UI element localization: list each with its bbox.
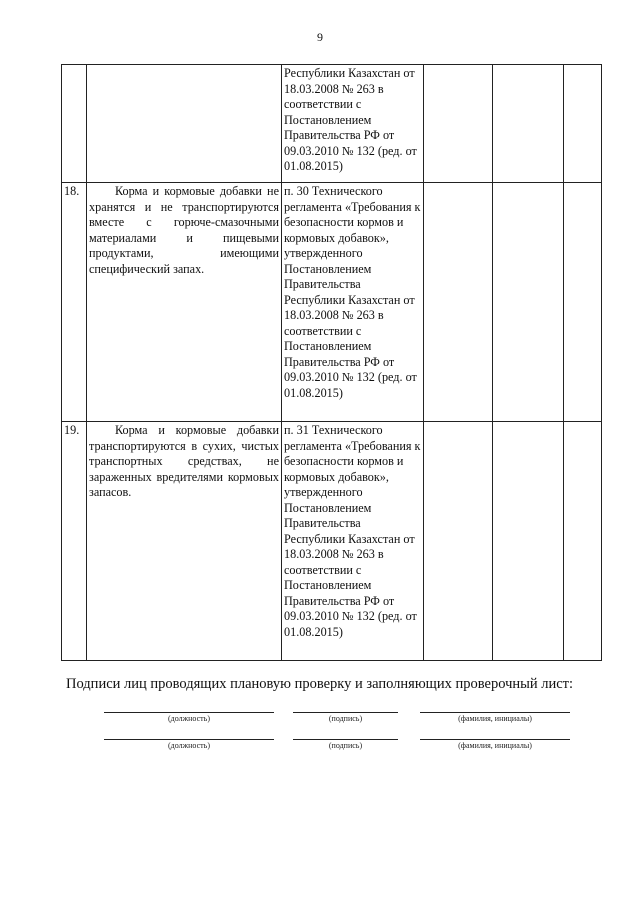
requirement-text: Корма и кормовые добавки не хранятся и не транспортируются вместе с горюче-смазочными материалами и пищевыми продуктами, имеющими специфический запах.	[89, 184, 279, 276]
signature-line[interactable]	[293, 712, 398, 713]
position-caption: (должность)	[168, 741, 210, 750]
row-number	[62, 65, 87, 183]
checklist-table	[61, 64, 602, 661]
name-line[interactable]	[420, 739, 570, 740]
answer-cell-yes[interactable]	[424, 65, 493, 183]
answer-cell-na[interactable]	[564, 65, 602, 183]
legal-basis-cell: Республики Казахстан от 18.03.2008 № 263 в соответствии с Постановлением Правительства РФ от 09.03.2010 № 132 (ред. от 01.08.2015)	[282, 65, 424, 183]
answer-cell-no[interactable]	[493, 65, 564, 183]
requirement-text: Корма и кормовые добавки транспортируются в сухих, чистых транспортных средствах, не зараженных вредителями кормовых запасов.	[89, 423, 279, 499]
answer-cell-no[interactable]	[493, 183, 564, 422]
requirement-cell	[87, 422, 282, 661]
answer-cell-na[interactable]	[564, 183, 602, 422]
position-line[interactable]	[104, 739, 274, 740]
name-caption: (фамилия, инициалы)	[458, 714, 532, 723]
requirement-cell	[87, 65, 282, 183]
answer-cell-yes[interactable]	[424, 183, 493, 422]
row-number: 18.	[62, 183, 87, 422]
signature-line[interactable]	[293, 739, 398, 740]
table-row	[62, 422, 602, 661]
answer-cell-yes[interactable]	[424, 422, 493, 661]
name-line[interactable]	[420, 712, 570, 713]
answer-cell-no[interactable]	[493, 422, 564, 661]
signature-caption: (подпись)	[328, 741, 363, 750]
position-line[interactable]	[104, 712, 274, 713]
position-caption: (должность)	[168, 714, 210, 723]
page-number: 9	[317, 30, 323, 44]
row-number: 19.	[62, 422, 87, 661]
signature-caption: (подпись)	[328, 714, 363, 723]
answer-cell-na[interactable]	[564, 422, 602, 661]
signature-intro: Подписи лиц проводящих плановую проверку и заполняющих проверочный лист:	[66, 676, 574, 692]
table-row	[62, 65, 602, 183]
legal-basis-cell: п. 30 Технического регламента «Требования к безопасности кормов и кормовых добавок», утвержденного Постановлением Правительства Республики Казахстан от 18.03.2008 № 263 в соответствии с Постановлением Правительства РФ от 09.03.2010 № 132 (ред. от 01.08.2015)	[282, 183, 424, 422]
table-row	[62, 183, 602, 422]
name-caption: (фамилия, инициалы)	[458, 741, 532, 750]
legal-basis-cell: п. 31 Технического регламента «Требования к безопасности кормов и кормовых добавок», утвержденного Постановлением Правительства Республики Казахстан от 18.03.2008 № 263 в соответствии с Постановлением Правительства РФ от 09.03.2010 № 132 (ред. от 01.08.2015)	[282, 422, 424, 661]
requirement-cell	[87, 183, 282, 422]
